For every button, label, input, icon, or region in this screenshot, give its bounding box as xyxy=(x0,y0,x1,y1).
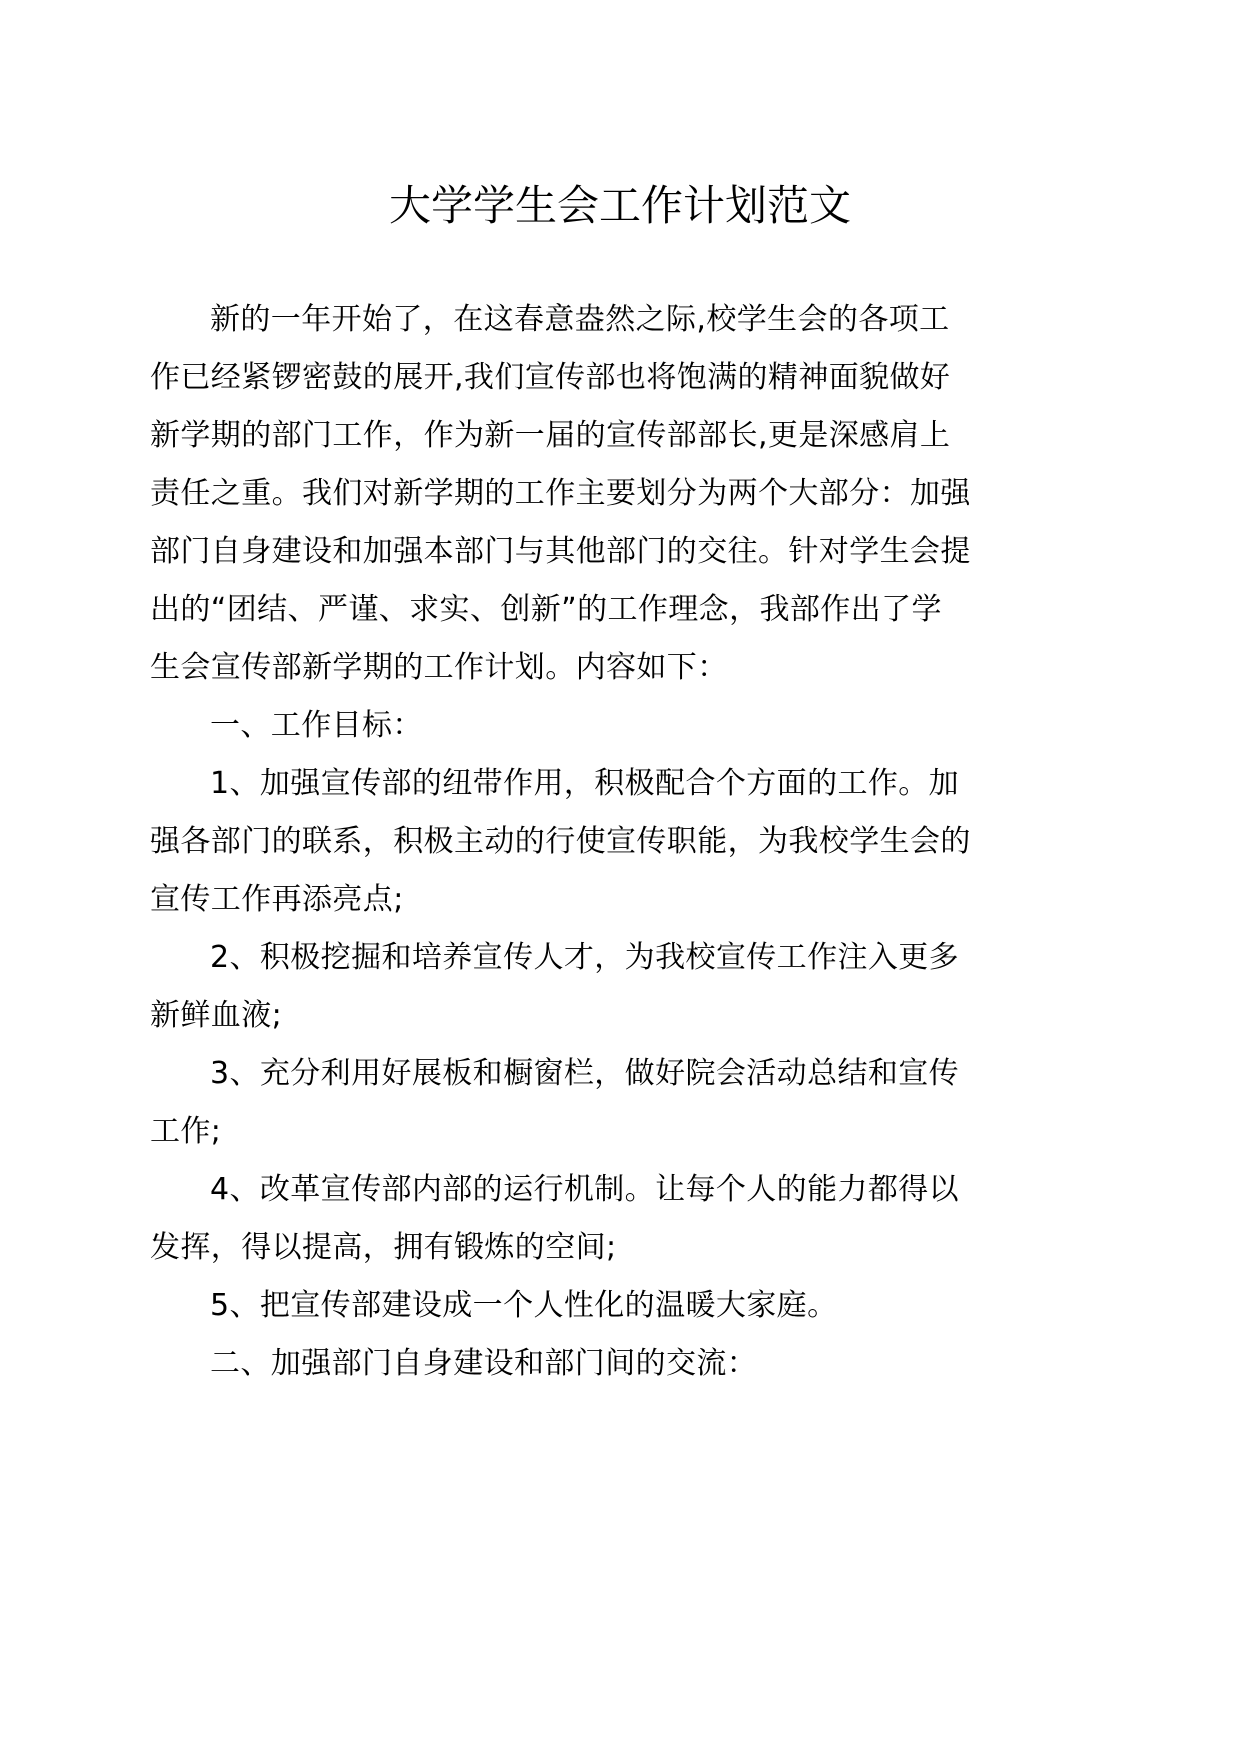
goal-item-2-line-2: 新鲜血液; xyxy=(150,998,283,1033)
goal-item-3-line-2: 工作; xyxy=(150,1114,222,1149)
paragraph-intro-line-5: 部门自身建设和加强本部门与其他部门的交往。针对学生会提 xyxy=(150,534,971,569)
paragraph-intro-line-4: 责任之重。我们对新学期的工作主要划分为两个大部分：加强 xyxy=(150,476,971,511)
paragraph-intro-line-3: 新学期的部门工作，作为新一届的宣传部部长,更是深感肩上 xyxy=(150,418,951,453)
paragraph-intro-line-1: 新的一年开始了，在这春意盎然之际,校学生会的各项工 xyxy=(210,302,950,337)
goal-item-3-line-1: 3、充分利用好展板和橱窗栏，做好院会活动总结和宣传 xyxy=(210,1056,960,1091)
goal-item-1-line-2: 强各部门的联系，积极主动的行使宣传职能，为我校学生会的 xyxy=(150,824,971,859)
document-title: 大学学生会工作计划范文 xyxy=(388,181,851,230)
goal-item-1-line-3: 宣传工作再添亮点; xyxy=(150,882,404,917)
section-heading-goals: 一、工作目标： xyxy=(210,708,423,743)
goal-item-5: 5、把宣传部建设成一个人性化的温暖大家庭。 xyxy=(210,1288,838,1323)
paragraph-intro-line-2: 作已经紧锣密鼓的展开,我们宣传部也将饱满的精神面貌做好 xyxy=(150,360,951,395)
paragraph-intro-line-7: 生会宣传部新学期的工作计划。内容如下： xyxy=(150,650,728,685)
goal-item-4-line-1: 4、改革宣传部内部的运行机制。让每个人的能力都得以 xyxy=(210,1172,960,1207)
goal-item-1-line-1: 1、加强宣传部的纽带作用，积极配合个方面的工作。加 xyxy=(210,766,960,801)
goal-item-4-line-2: 发挥，得以提高，拥有锻炼的空间; xyxy=(150,1230,617,1265)
goal-item-2-line-1: 2、积极挖掘和培养宣传人才，为我校宣传工作注入更多 xyxy=(210,940,960,975)
section-heading-department-building: 二、加强部门自身建设和部门间的交流： xyxy=(210,1346,758,1381)
paragraph-intro-line-6: 出的“团结、严谨、求实、创新”的工作理念，我部作出了学 xyxy=(150,592,942,627)
